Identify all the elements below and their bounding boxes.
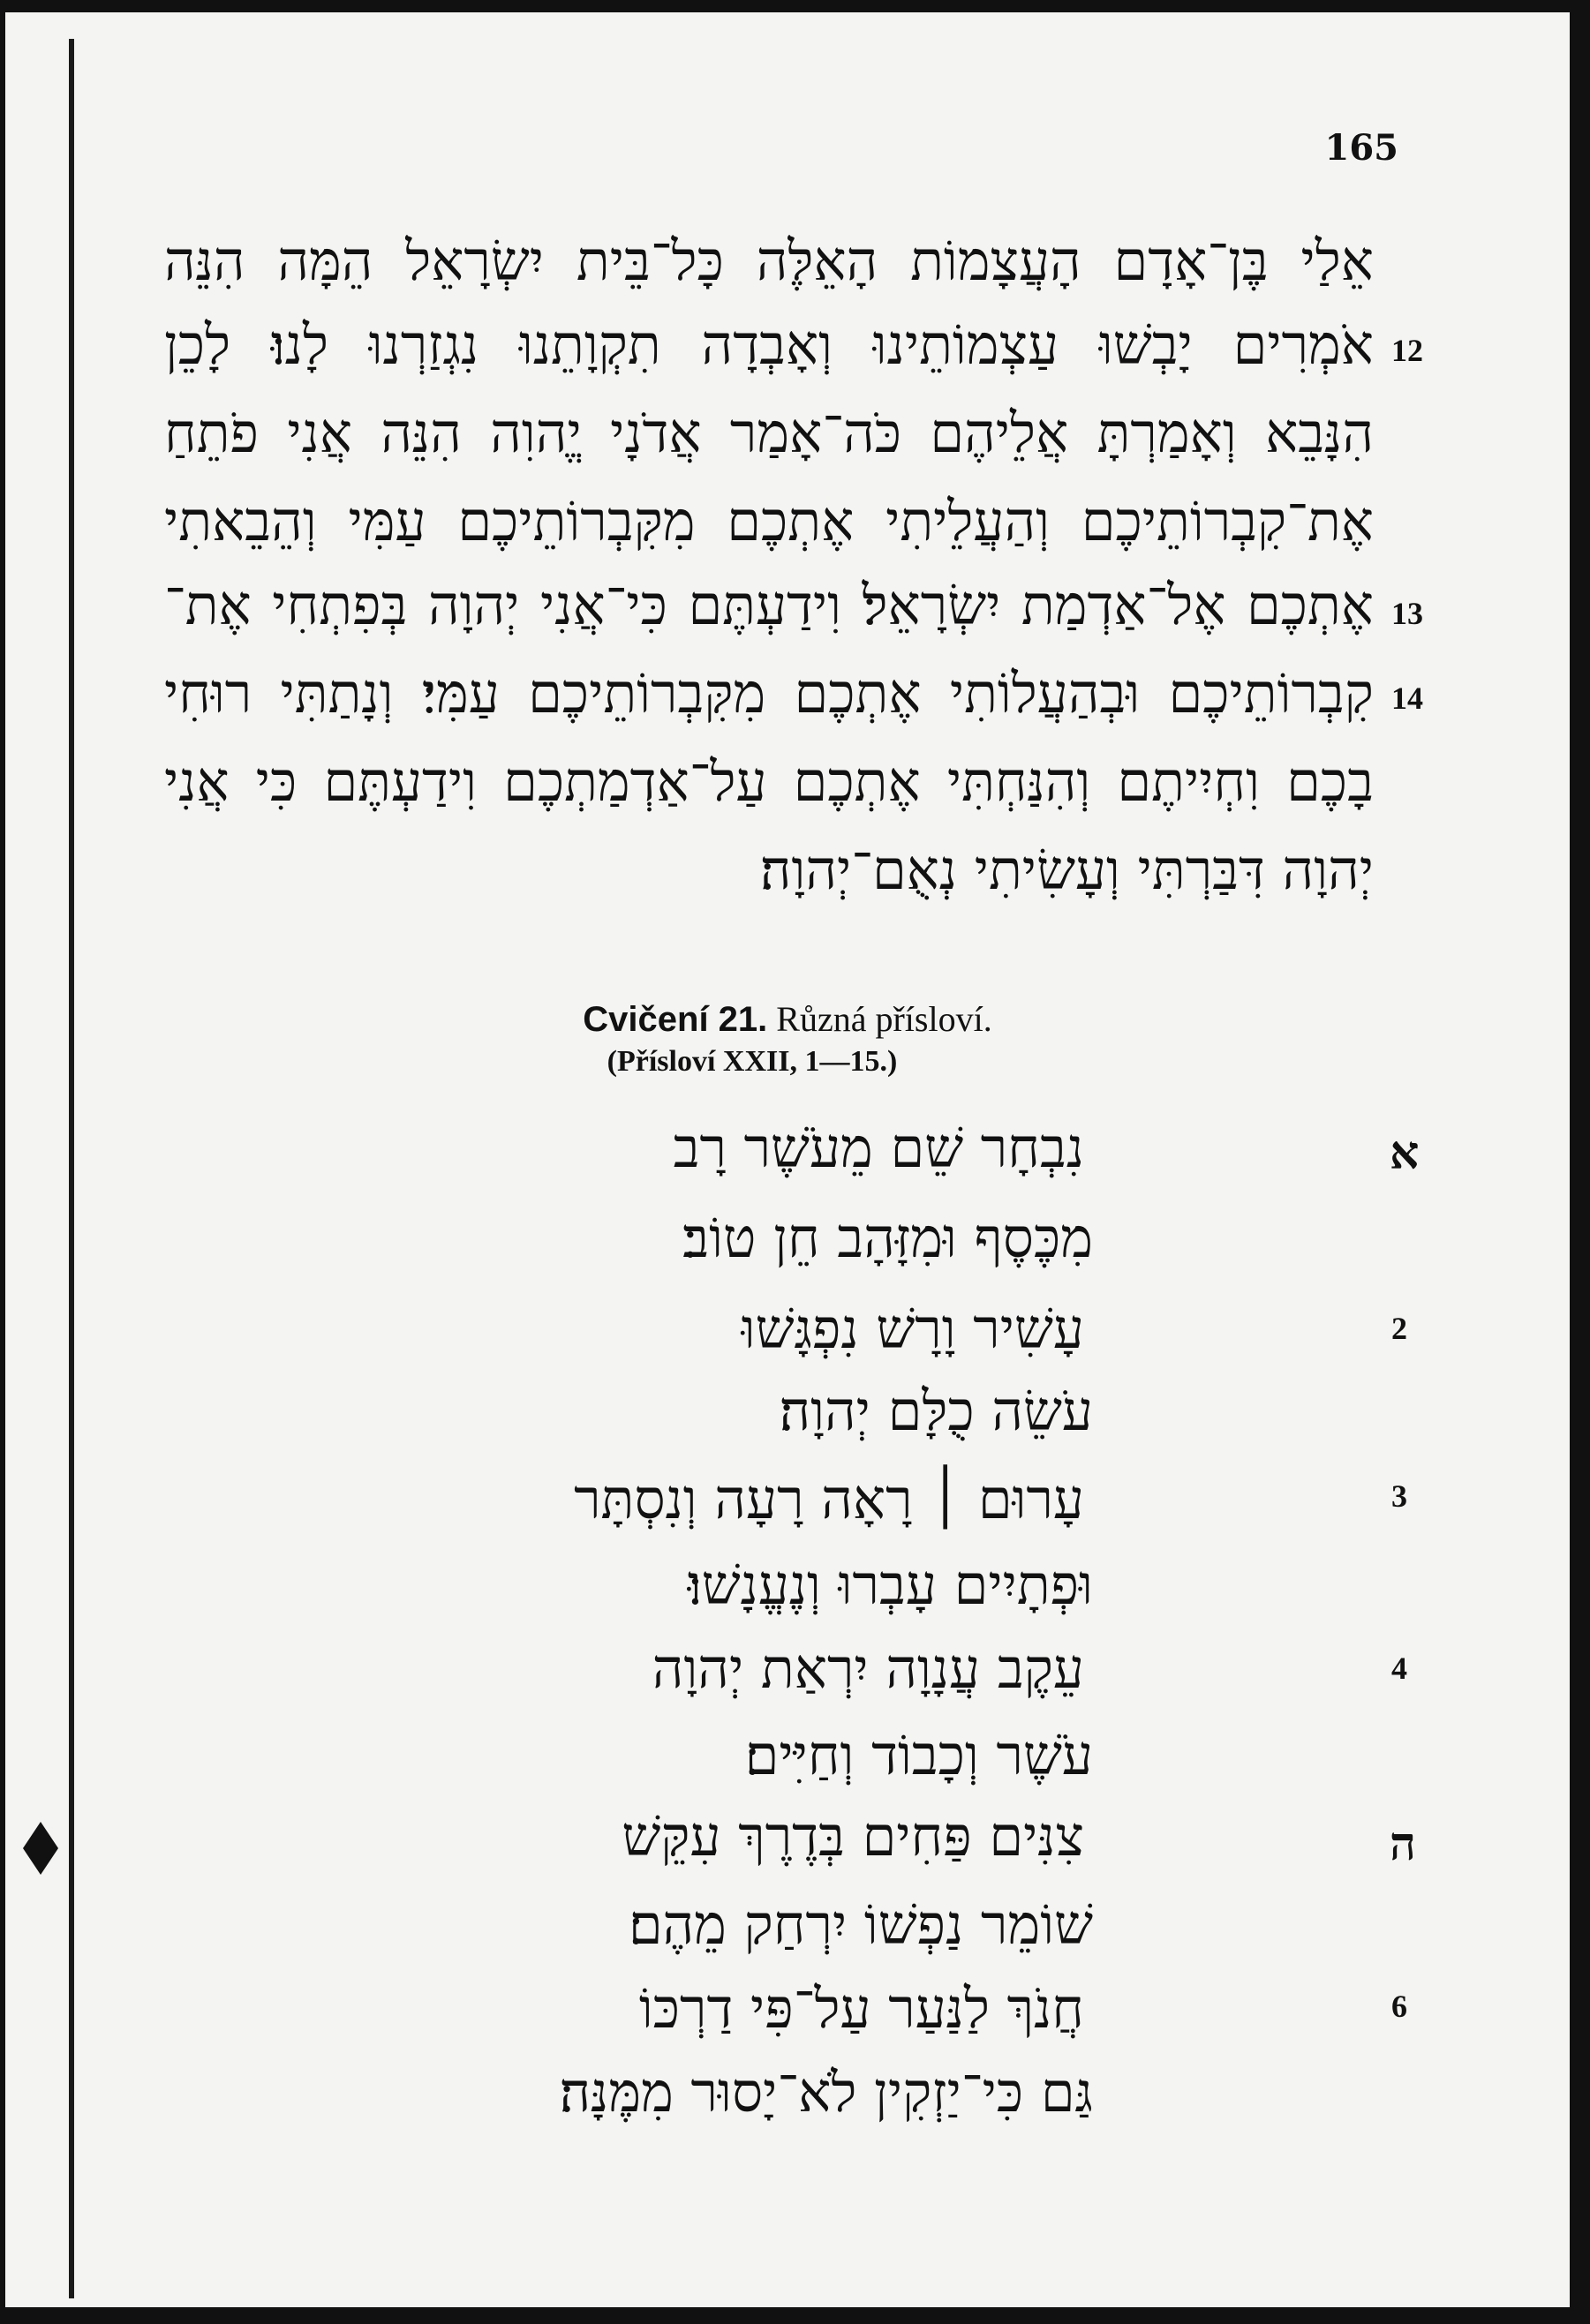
poem-line: גַּם כִּי־יַזְקִין לֹא־יָסוּר מִמֶּנָּה׃ xyxy=(559,2060,1093,2125)
poem-line: נִבְחָר שֵׁם מֵעֹשֶׁר רָב xyxy=(673,1116,1084,1180)
poem-line: עֹשֵׂה כֻלָּם יְהוָה׃ xyxy=(779,1379,1093,1443)
prose-line: אֶתְכֶם אֶל־אַדְמַת יִשְׂרָאֵל׃ וִידַעְתֶּם כִּי־אֲנִי יְהוָה בְּפִתְחִי אֶת־ xyxy=(164,573,1374,637)
exercise-reference: (Přísloví XXII, 1—15.) xyxy=(607,1045,898,1078)
poem-line: מִכֶּסֶף וּמִזָּהָב חֵן טוֹב׃ xyxy=(682,1206,1093,1270)
verse-letter: א xyxy=(1390,1126,1420,1180)
prose-line: אֹמְרִים יָבְשׁוּ עַצְמוֹתֵינוּ וְאָבְדָה תִקְוָתֵנוּ נִגְזַרְנוּ לָנוּ׃ לָכֵן xyxy=(164,312,1374,377)
prose-line: קִבְרוֹתֵיכֶם וּבְהַעֲלוֹתִי אֶתְכֶם מִקִּבְרוֹתֵיכֶם עַמִּי׃ וְנָתַתִּי רוּחִי xyxy=(164,661,1374,726)
book-page xyxy=(5,12,1570,2307)
poem-line: צִנִּים פַּחִים בְּדֶרֶךְ עִקֵּשׁ xyxy=(622,1804,1084,1869)
prose-line: הִנָּבֵא וְאָמַרְתָּ אֲלֵיהֶם כֹּה־אָמַר אֲדֹנָי יֱהוִה הִנֵּה אֲנִי פֹתֵחַ xyxy=(164,401,1374,465)
binding-ornament-icon xyxy=(23,1822,58,1875)
poem-line: וּפְתָיִים עָבְרוּ וְנֶעֱנָשׁוּ׃ xyxy=(687,1553,1093,1617)
prose-line: בָכֶם וִחְיִיתֶם וְהִנַּחְתִּי אֶתְכֶם עַל־אַדְמַתְכֶם וִידַעְתֶּם כִּי אֲנִי xyxy=(164,749,1374,814)
verse-number: 4 xyxy=(1391,1651,1407,1686)
verse-number: 2 xyxy=(1391,1311,1407,1346)
binding-margin-line xyxy=(69,39,74,2298)
exercise-heading xyxy=(5,998,1570,1040)
page-number: 165 xyxy=(1324,127,1398,169)
prose-line: יְהוָה דִּבַּרְתִּי וְעָשִׂיתִי נְאֻם־יְהוָה׃ xyxy=(759,838,1374,902)
poem-line: שׁוֹמֵר נַפְשׁוֹ יִרְחַק מֵהֶם׃ xyxy=(628,1892,1093,1957)
poem-line: חֲנֹךְ לַנַּעַר עַל־פִּי דַרְכּוֹ xyxy=(638,1976,1084,2041)
verse-number: 3 xyxy=(1391,1478,1407,1514)
exercise-label: Cvičení 21. xyxy=(583,1000,768,1039)
poem-line: עָרוּם ׀ רָאָה רָעָה וְנִסְתָּר xyxy=(574,1467,1084,1531)
verse-number: 6 xyxy=(1391,1989,1407,2024)
poem-line: עָשִׁיר וָרָשׁ נִפְגָּשׁוּ xyxy=(741,1297,1084,1361)
verse-number: 13 xyxy=(1391,596,1423,631)
prose-line: אֶת־קִבְרוֹתֵיכֶם וְהַעֲלֵיתִי אֶתְכֶם מִקִּבְרוֹתֵיכֶם עַמִּי וְהֵבֵאתִי xyxy=(164,489,1374,553)
poem-line: עֹשֶׁר וְכָבוֹד וְחַיִּים׃ xyxy=(744,1723,1093,1787)
prose-line: אֵלַי בֶּן־אָדָם הָעֲצָמוֹת הָאֵלֶּה כָּל־בֵּית יִשְׂרָאֵל הֵמָּה הִנֵּה xyxy=(164,229,1374,293)
verse-number: 12 xyxy=(1391,333,1423,368)
verse-letter: ה xyxy=(1390,1817,1416,1871)
poem-line: עֵקֶב עֲנָוָה יִרְאַת יְהוָה xyxy=(652,1636,1084,1701)
exercise-title: Různá přísloví. xyxy=(776,999,992,1039)
verse-number: 14 xyxy=(1391,681,1423,716)
